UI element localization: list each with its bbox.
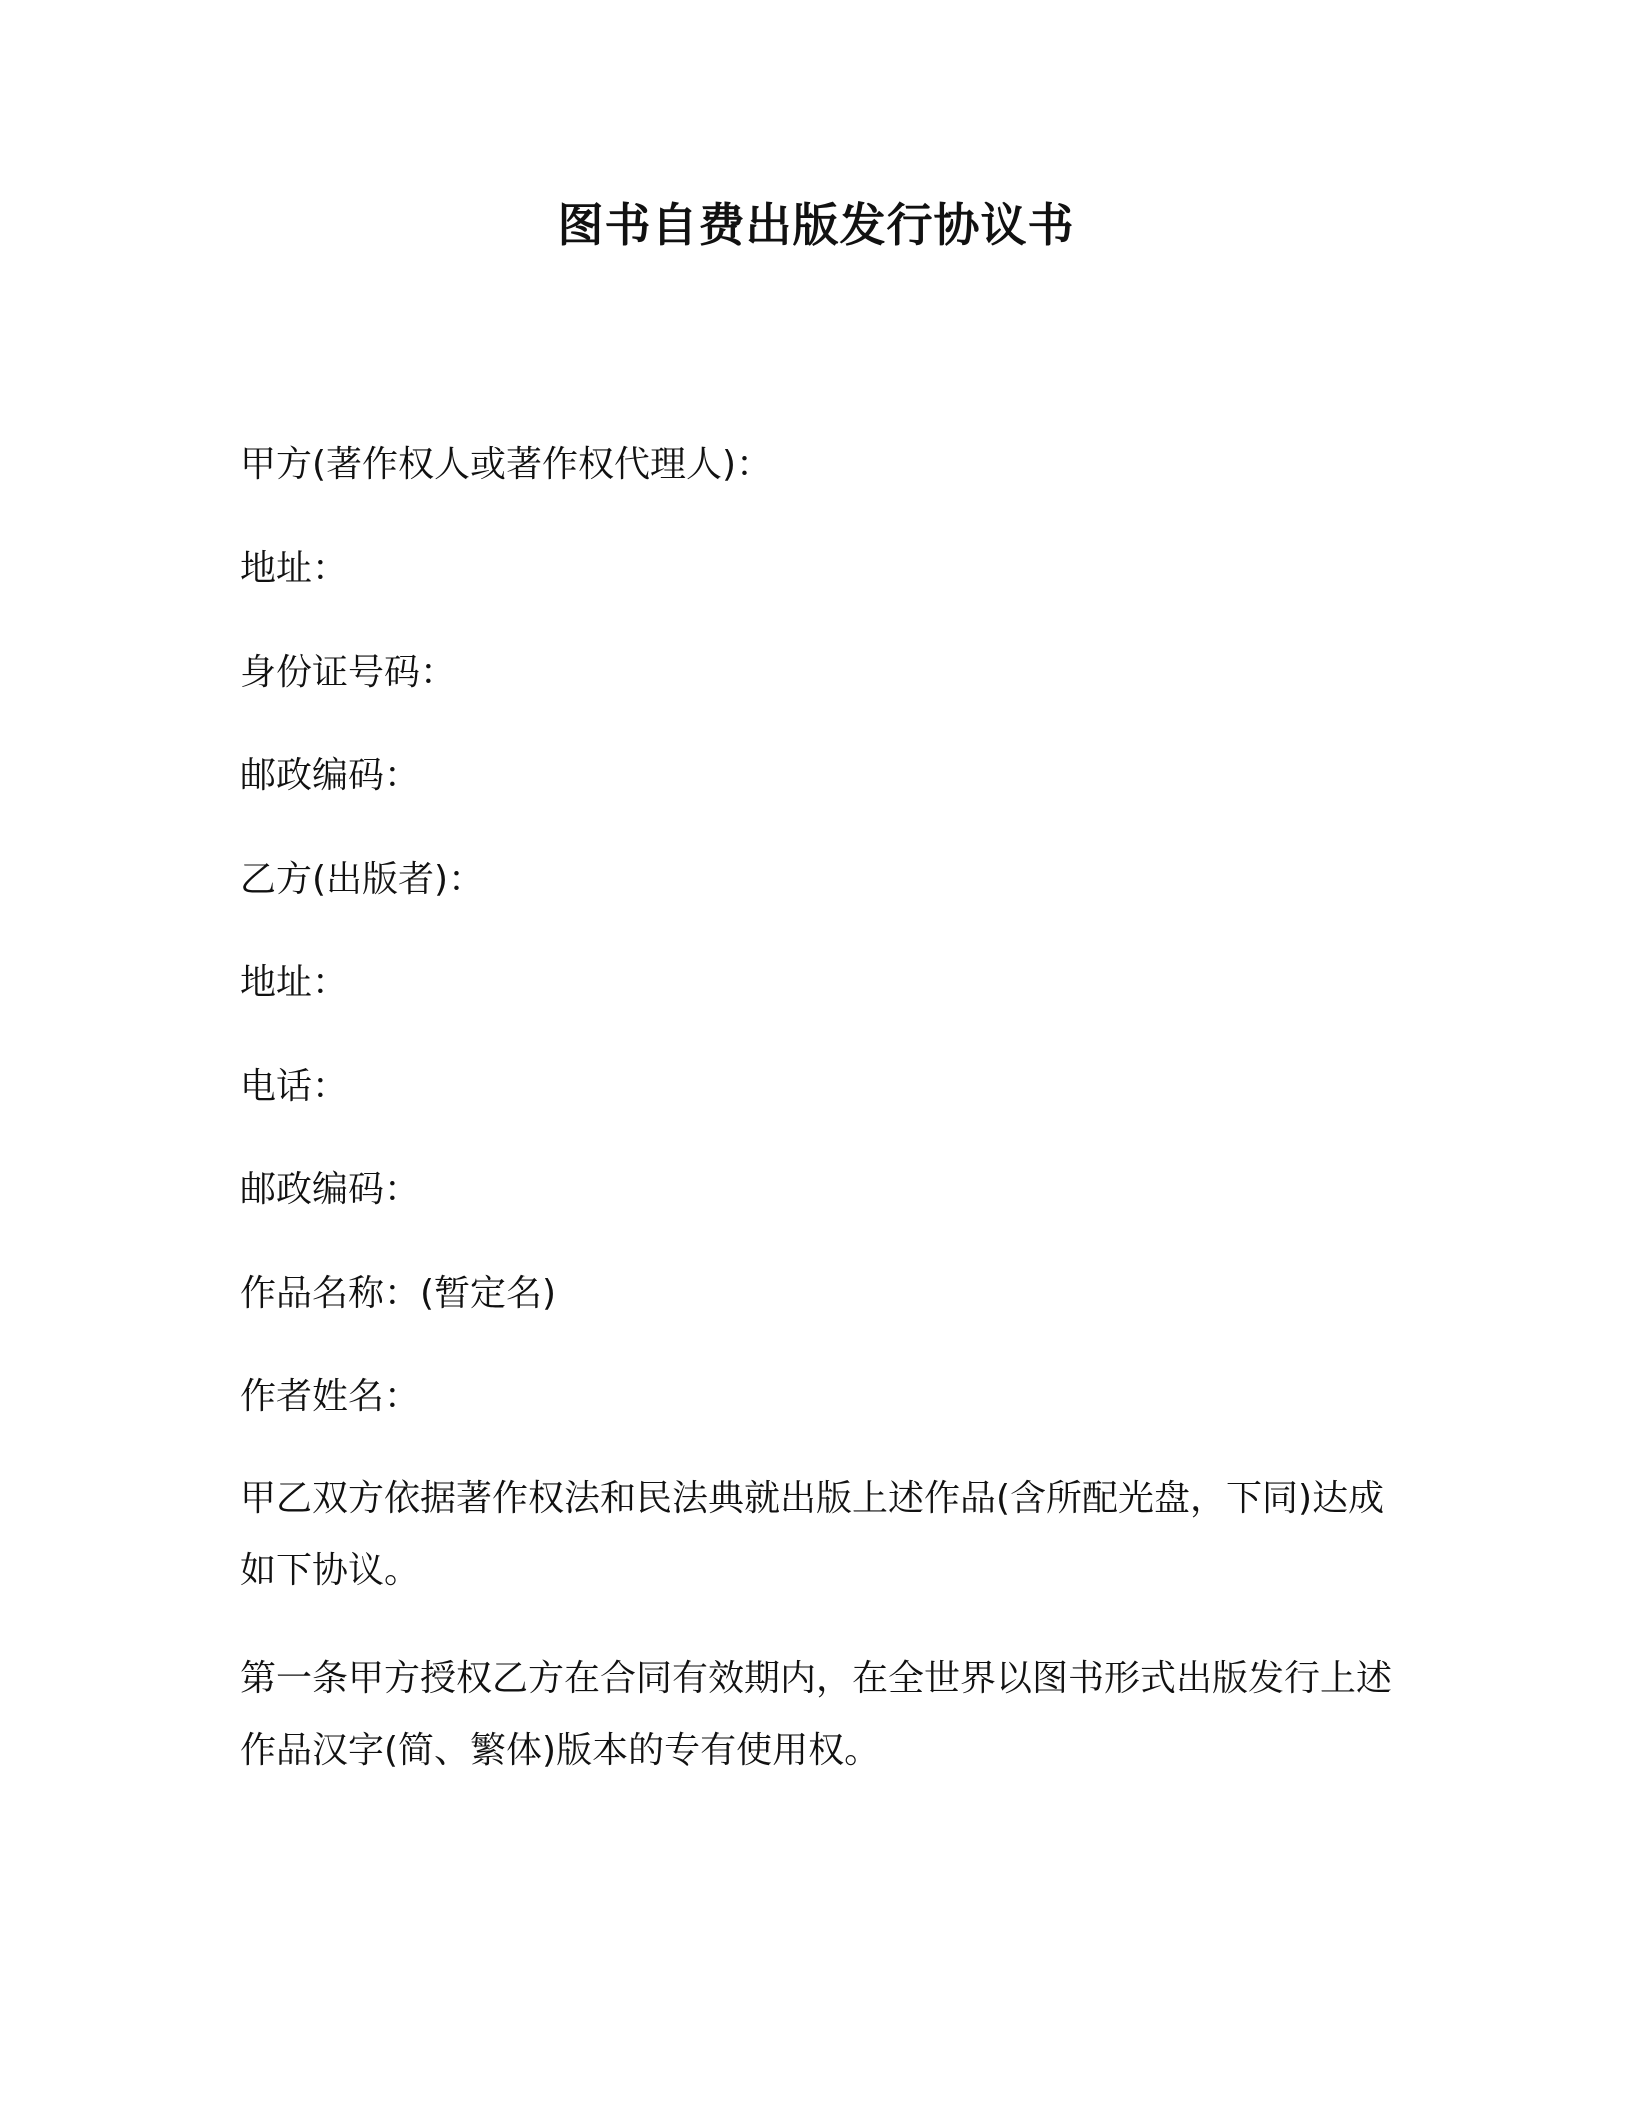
document-title: 图书自费出版发行协议书 bbox=[557, 198, 1075, 252]
party-a-address-field: 地址： bbox=[240, 548, 349, 589]
party-a-field: 甲方(著作权人或著作权代理人)： bbox=[240, 444, 773, 485]
article-one-paragraph: 第一条甲方授权乙方在合同有效期内，在全世界以图书形式出版发行上述作品汉字(简、繁体)版本的专有使用权。 bbox=[240, 1658, 1393, 1771]
party-b-field: 乙方(出版者)： bbox=[240, 859, 485, 900]
phone-field: 电话： bbox=[240, 1066, 349, 1107]
party-b-address-field: 地址： bbox=[240, 962, 349, 1003]
party-b-postcode-field: 邮政编码： bbox=[240, 1169, 421, 1210]
work-title-field: 作品名称：(暂定名) bbox=[240, 1273, 557, 1314]
id-number-field: 身份证号码： bbox=[240, 652, 457, 693]
party-a-postcode-field: 邮政编码： bbox=[240, 755, 421, 796]
author-name-field: 作者姓名： bbox=[240, 1376, 421, 1417]
agreement-intro-paragraph: 甲乙双方依据著作权法和民法典就出版上述作品(含所配光盘，下同)达成如下协议。 bbox=[240, 1478, 1385, 1591]
